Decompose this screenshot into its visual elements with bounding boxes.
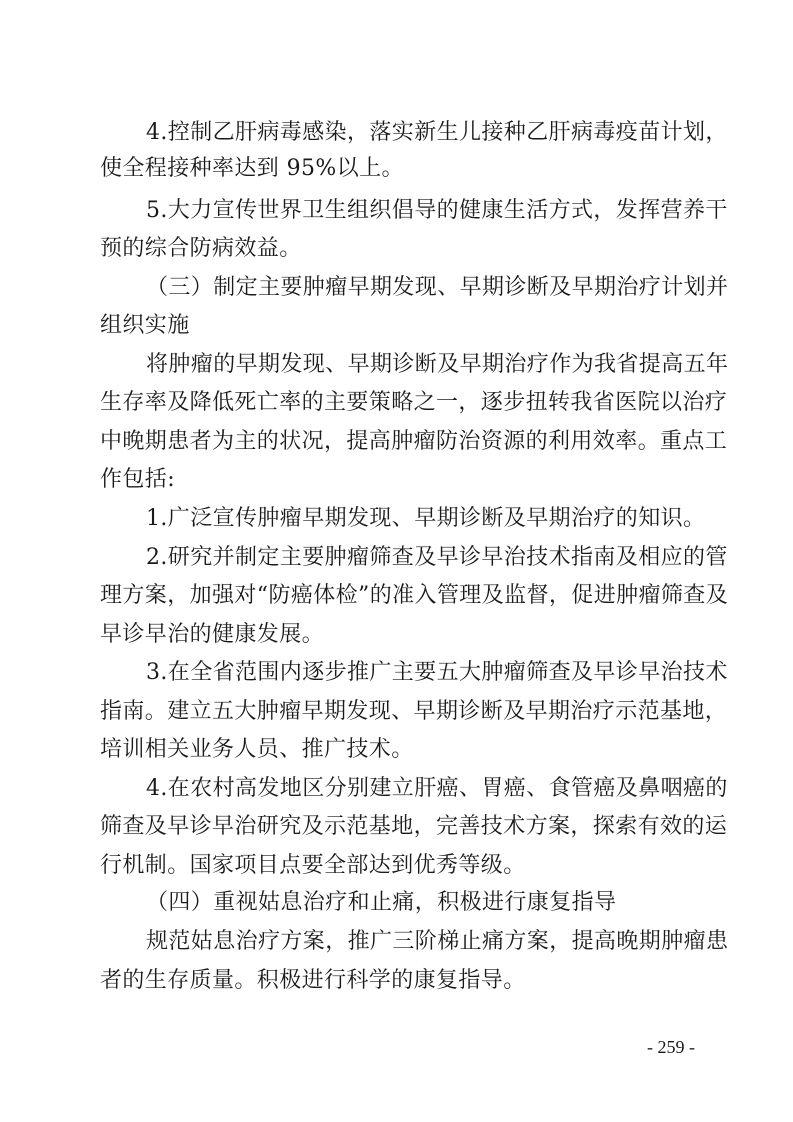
list-item-line: 4.在农村高发地区分别建立肝癌、胃癌、食管癌及鼻咽癌的 [146, 776, 728, 801]
list-item-line: 筛查及早诊早治研究及示范基地，完善技术方案，探索有效的运 [100, 814, 728, 839]
section-heading-3: （三）制定主要肿瘤早期发现、早期诊断及早期治疗计划并 [146, 275, 729, 300]
paragraph-line: 预的综合防病效益。 [100, 236, 302, 261]
section-heading-4: （四）重视姑息治疗和止痛，积极进行康复指导 [146, 890, 617, 915]
list-item-line: 理方案，加强对“防癌体检”的准入管理及监督，促进肿瘤筛查及 [100, 583, 729, 608]
paragraph-line: 使全程接种率达到 95%以上。 [100, 156, 404, 181]
list-item-line: 行机制。国家项目点要全部达到优秀等级。 [100, 853, 526, 878]
paragraph-line: 作包括: [100, 467, 176, 492]
paragraph-line: 生存率及降低死亡率的主要策略之一，逐步扭转我省医院以治疗 [100, 390, 728, 415]
paragraph-line: 4.控制乙肝病毒感染，落实新生儿接种乙肝病毒疫苗计划， [146, 120, 728, 145]
list-item-line: 指南。建立五大肿瘤早期发现、早期诊断及早期治疗示范基地， [100, 699, 728, 724]
paragraph-line: 规范姑息治疗方案，推广三阶梯止痛方案，提高晚期肿瘤患 [146, 929, 729, 954]
list-item-line: 1.广泛宣传肿瘤早期发现、早期诊断及早期治疗的知识。 [146, 506, 706, 531]
section-heading-3-continued: 组织实施 [100, 313, 190, 338]
paragraph-line: 5.大力宣传世界卫生组织倡导的健康生活方式，发挥营养干 [146, 198, 728, 223]
paragraph-line: 中晚期患者为主的状况，提高肿瘤防治资源的利用效率。重点工 [100, 429, 728, 454]
list-item-line: 培训相关业务人员、推广技术。 [100, 737, 414, 762]
list-item-line: 2.研究并制定主要肿瘤筛查及早诊早治技术指南及相应的管 [146, 545, 728, 570]
list-item-line: 3.在全省范围内逐步推广主要五大肿瘤筛查及早诊早治技术 [146, 660, 728, 685]
paragraph-line: 将肿瘤的早期发现、早期诊断及早期治疗作为我省提高五年 [146, 352, 729, 377]
page-number: - 259 - [647, 1037, 695, 1057]
paragraph-line: 者的生存质量。积极进行科学的康复指导。 [100, 968, 526, 993]
list-item-line: 早诊早治的健康发展。 [100, 622, 325, 647]
